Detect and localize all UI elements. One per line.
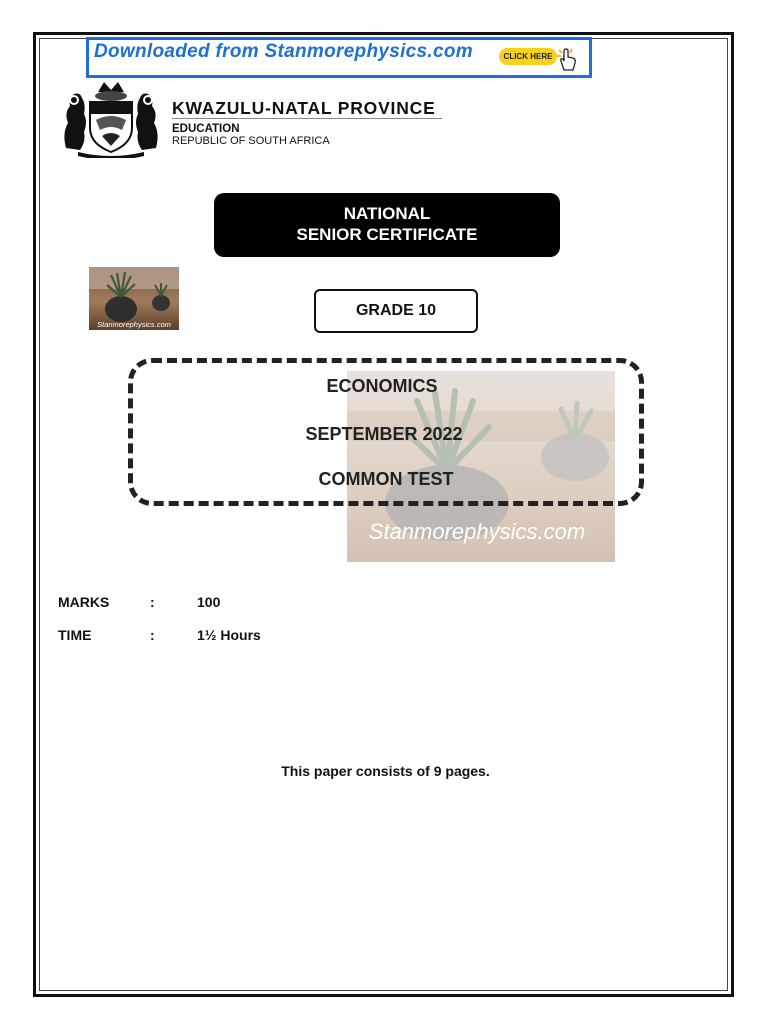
download-banner[interactable] xyxy=(86,37,592,78)
time-label: TIME xyxy=(58,627,92,643)
province-title: KWAZULU-NATAL PROVINCE xyxy=(172,98,436,118)
coat-of-arms-logo xyxy=(60,78,162,158)
certificate-title-box xyxy=(214,193,560,257)
grade-box: GRADE 10 xyxy=(314,289,478,333)
header-divider xyxy=(172,118,442,119)
certificate-line-2: SENIOR CERTIFICATE xyxy=(296,225,478,244)
thumbnail-caption: Stanmorephysics.com xyxy=(97,320,171,329)
exam-date: SEPTEMBER 2022 xyxy=(305,424,463,444)
banner-link-text[interactable]: Downloaded from Stanmorephysics.com xyxy=(94,41,473,62)
click-here-button[interactable]: CLICK HERE xyxy=(499,48,557,65)
marks-value: 100 xyxy=(197,594,221,610)
certificate-line-1: NATIONAL xyxy=(343,204,431,223)
time-value: 1½ Hours xyxy=(197,627,261,643)
subject-name: ECONOMICS xyxy=(326,376,438,396)
page-count-note: This paper consists of 9 pages. xyxy=(281,763,490,779)
department-name: EDUCATION xyxy=(172,123,240,135)
watermark-caption: Stanmorephysics.com xyxy=(368,519,586,544)
marks-label: MARKS xyxy=(58,594,110,610)
plant-thumbnail-image xyxy=(89,267,179,330)
country-name: REPUBLIC OF SOUTH AFRICA xyxy=(172,135,330,147)
time-separator: : xyxy=(150,627,155,643)
exam-type: COMMON TEST xyxy=(318,469,454,489)
marks-separator: : xyxy=(150,594,155,610)
pointer-hand-icon xyxy=(555,46,579,72)
